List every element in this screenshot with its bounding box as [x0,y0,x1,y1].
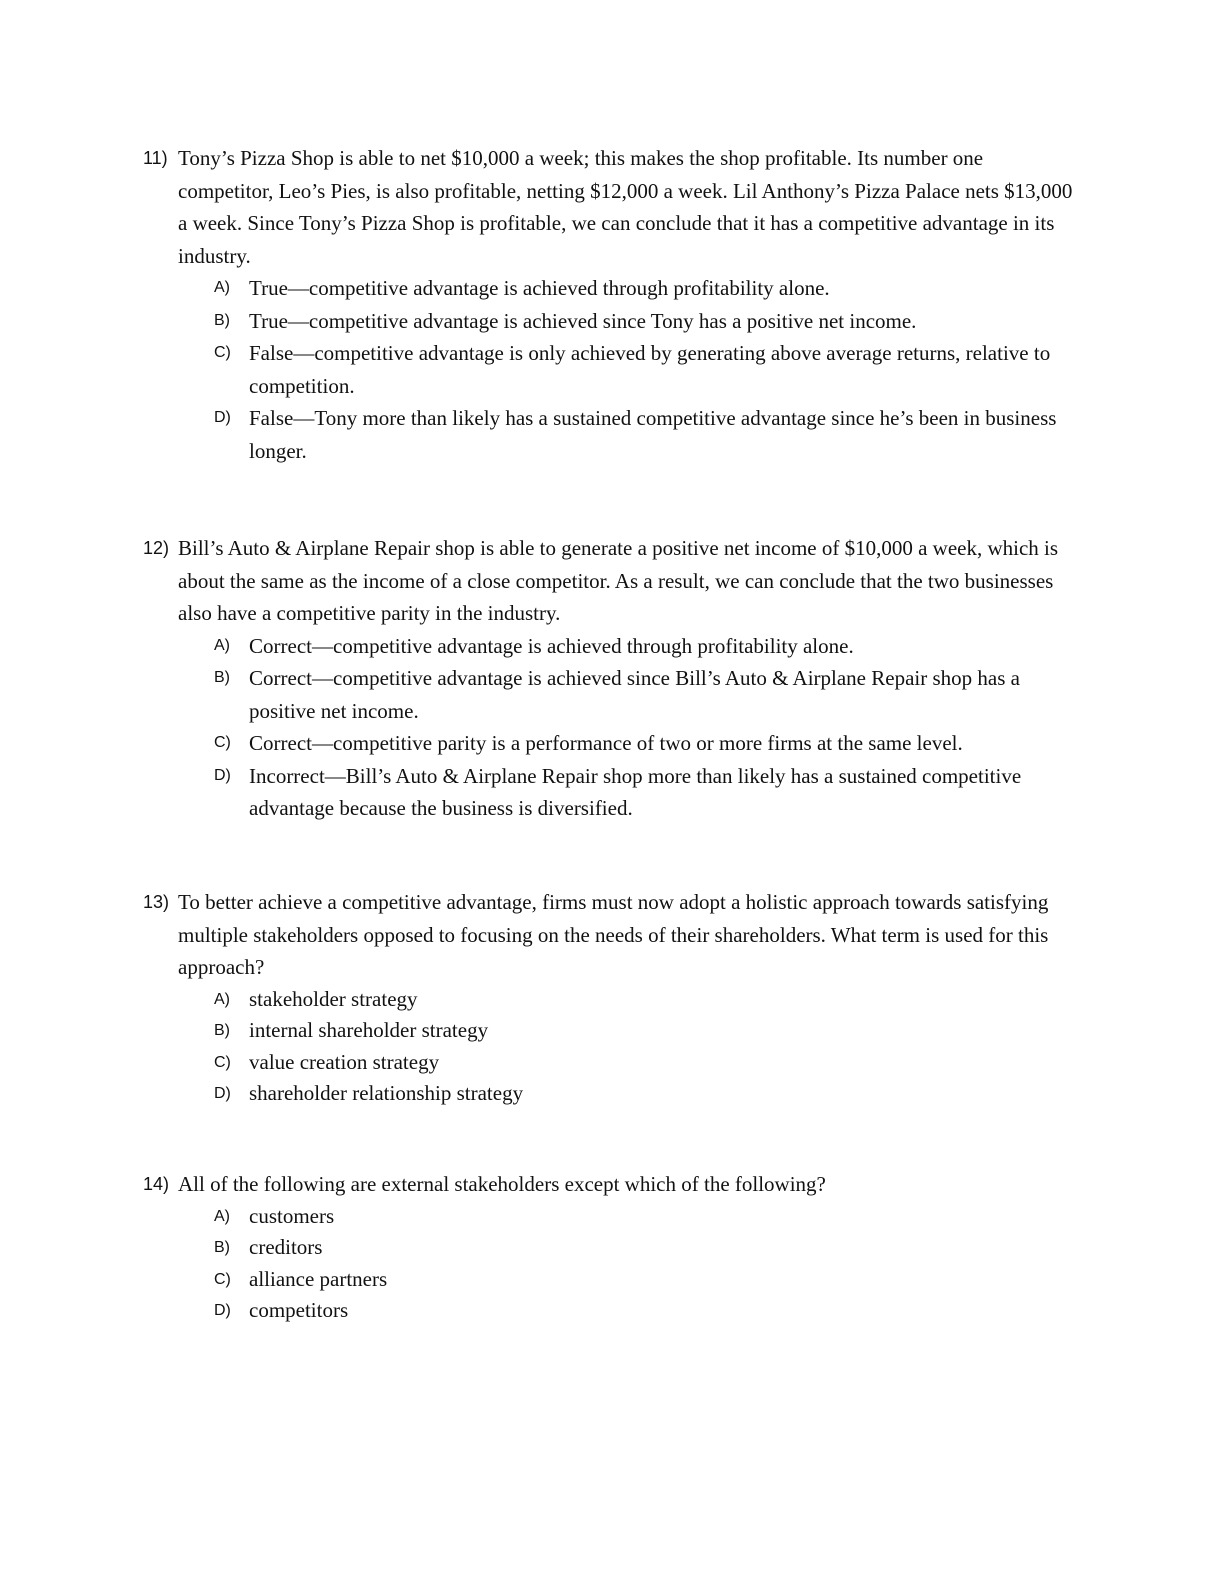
answer-option-c [214,727,1078,760]
question-stem [143,532,1078,630]
option-letter: A) [214,279,230,296]
option-text: False—competitive advantage is only achieved by generating above average returns, relative to competition. [249,341,1051,398]
option-letter: C) [214,344,231,361]
answer-option-d [214,760,1078,825]
question-number: 14) [143,1174,170,1194]
answer-option-b [214,1232,1078,1264]
option-text: Incorrect—Bill’s Auto & Airplane Repair shop more than likely has a sustained competitive advantage because the business is diversified. [249,763,1022,820]
question-12 [143,532,1078,825]
question-11 [143,142,1078,467]
option-letter: D) [214,766,231,784]
option-letter: D) [214,409,231,426]
option-letter: A) [214,990,230,1008]
answer-options [143,630,1078,825]
question-text: Tony’s Pizza Shop is able to net $10,000 a week; this makes the shop profitable. Its number one competitor, Leo’s Pies, is also profitable, netting $12,000 a week. Lil Anthony’s Pizza Palace nets $13,000 a week. Since Tony’s Pizza Shop is profitable, we can conclude that it has a competitive advantage in its industry. [178,146,1073,268]
answer-option-c [214,1047,1078,1079]
answer-options [143,1201,1078,1327]
option-text: shareholder relationship strategy [249,1081,524,1105]
option-letter: B) [214,1239,230,1256]
option-letter: D) [214,1085,231,1102]
option-text: value creation strategy [249,1049,440,1074]
question-text: To better achieve a competitive advantage, firms must now adopt a holistic approach towards satisfying multiple stakeholders opposed to focusing on the needs of their shareholders. What term is used for this approach? [178,890,1049,979]
answer-option-b [214,662,1078,727]
option-letter: C) [214,1053,231,1071]
answer-options [143,272,1078,467]
option-letter: B) [214,311,230,329]
question-stem [143,886,1078,984]
option-text: customers [249,1203,335,1228]
option-letter: B) [214,1022,230,1039]
option-text: False—Tony more than likely has a sustained competitive advantage since he’s been in business longer. [249,406,1057,463]
answer-option-d [214,1295,1078,1327]
question-number: 13) [143,892,170,912]
answer-option-c [214,337,1078,402]
option-text: True—competitive advantage is achieved through profitability alone. [249,276,830,300]
question-stem [143,1168,1078,1201]
option-text: stakeholder strategy [249,986,418,1011]
question-number: 12) [143,538,170,558]
question-text: Bill’s Auto & Airplane Repair shop is able to generate a positive net income of $10,000 a week, which is about the same as the income of a close competitor. As a result, we can conclude that the two businesses also have a competitive parity in the industry. [178,536,1059,625]
option-text: Correct—competitive parity is a performance of two or more firms at the same level. [249,731,963,755]
question-stem [143,142,1078,272]
answer-option-c [214,1264,1078,1296]
answer-option-b [214,305,1078,338]
option-letter: C) [214,734,231,751]
answer-options [143,984,1078,1110]
question-number: 11) [143,148,168,168]
option-text: internal shareholder strategy [249,1018,489,1042]
answer-option-a [214,984,1078,1016]
option-text: Correct—competitive advantage is achieved through profitability alone. [249,633,854,658]
question-13 [143,886,1078,1110]
answer-option-b [214,1015,1078,1047]
answer-option-d [214,402,1078,467]
option-text: True—competitive advantage is achieved since Tony has a positive net income. [249,308,917,333]
option-letter: B) [214,669,230,686]
option-text: Correct—competitive advantage is achieved since Bill’s Auto & Airplane Repair shop has a positive net income. [249,666,1020,723]
question-text: All of the following are external stakeholders except which of the following? [178,1172,826,1196]
answer-option-d [214,1078,1078,1110]
option-text: competitors [249,1298,349,1322]
option-letter: A) [214,1207,230,1225]
option-letter: D) [214,1302,231,1319]
answer-option-a [214,630,1078,663]
option-letter: A) [214,636,230,654]
question-14 [143,1168,1078,1327]
option-letter: C) [214,1270,231,1288]
answer-option-a [214,272,1078,305]
answer-option-a [214,1201,1078,1233]
option-text: alliance partners [249,1266,388,1291]
option-text: creditors [249,1235,323,1259]
